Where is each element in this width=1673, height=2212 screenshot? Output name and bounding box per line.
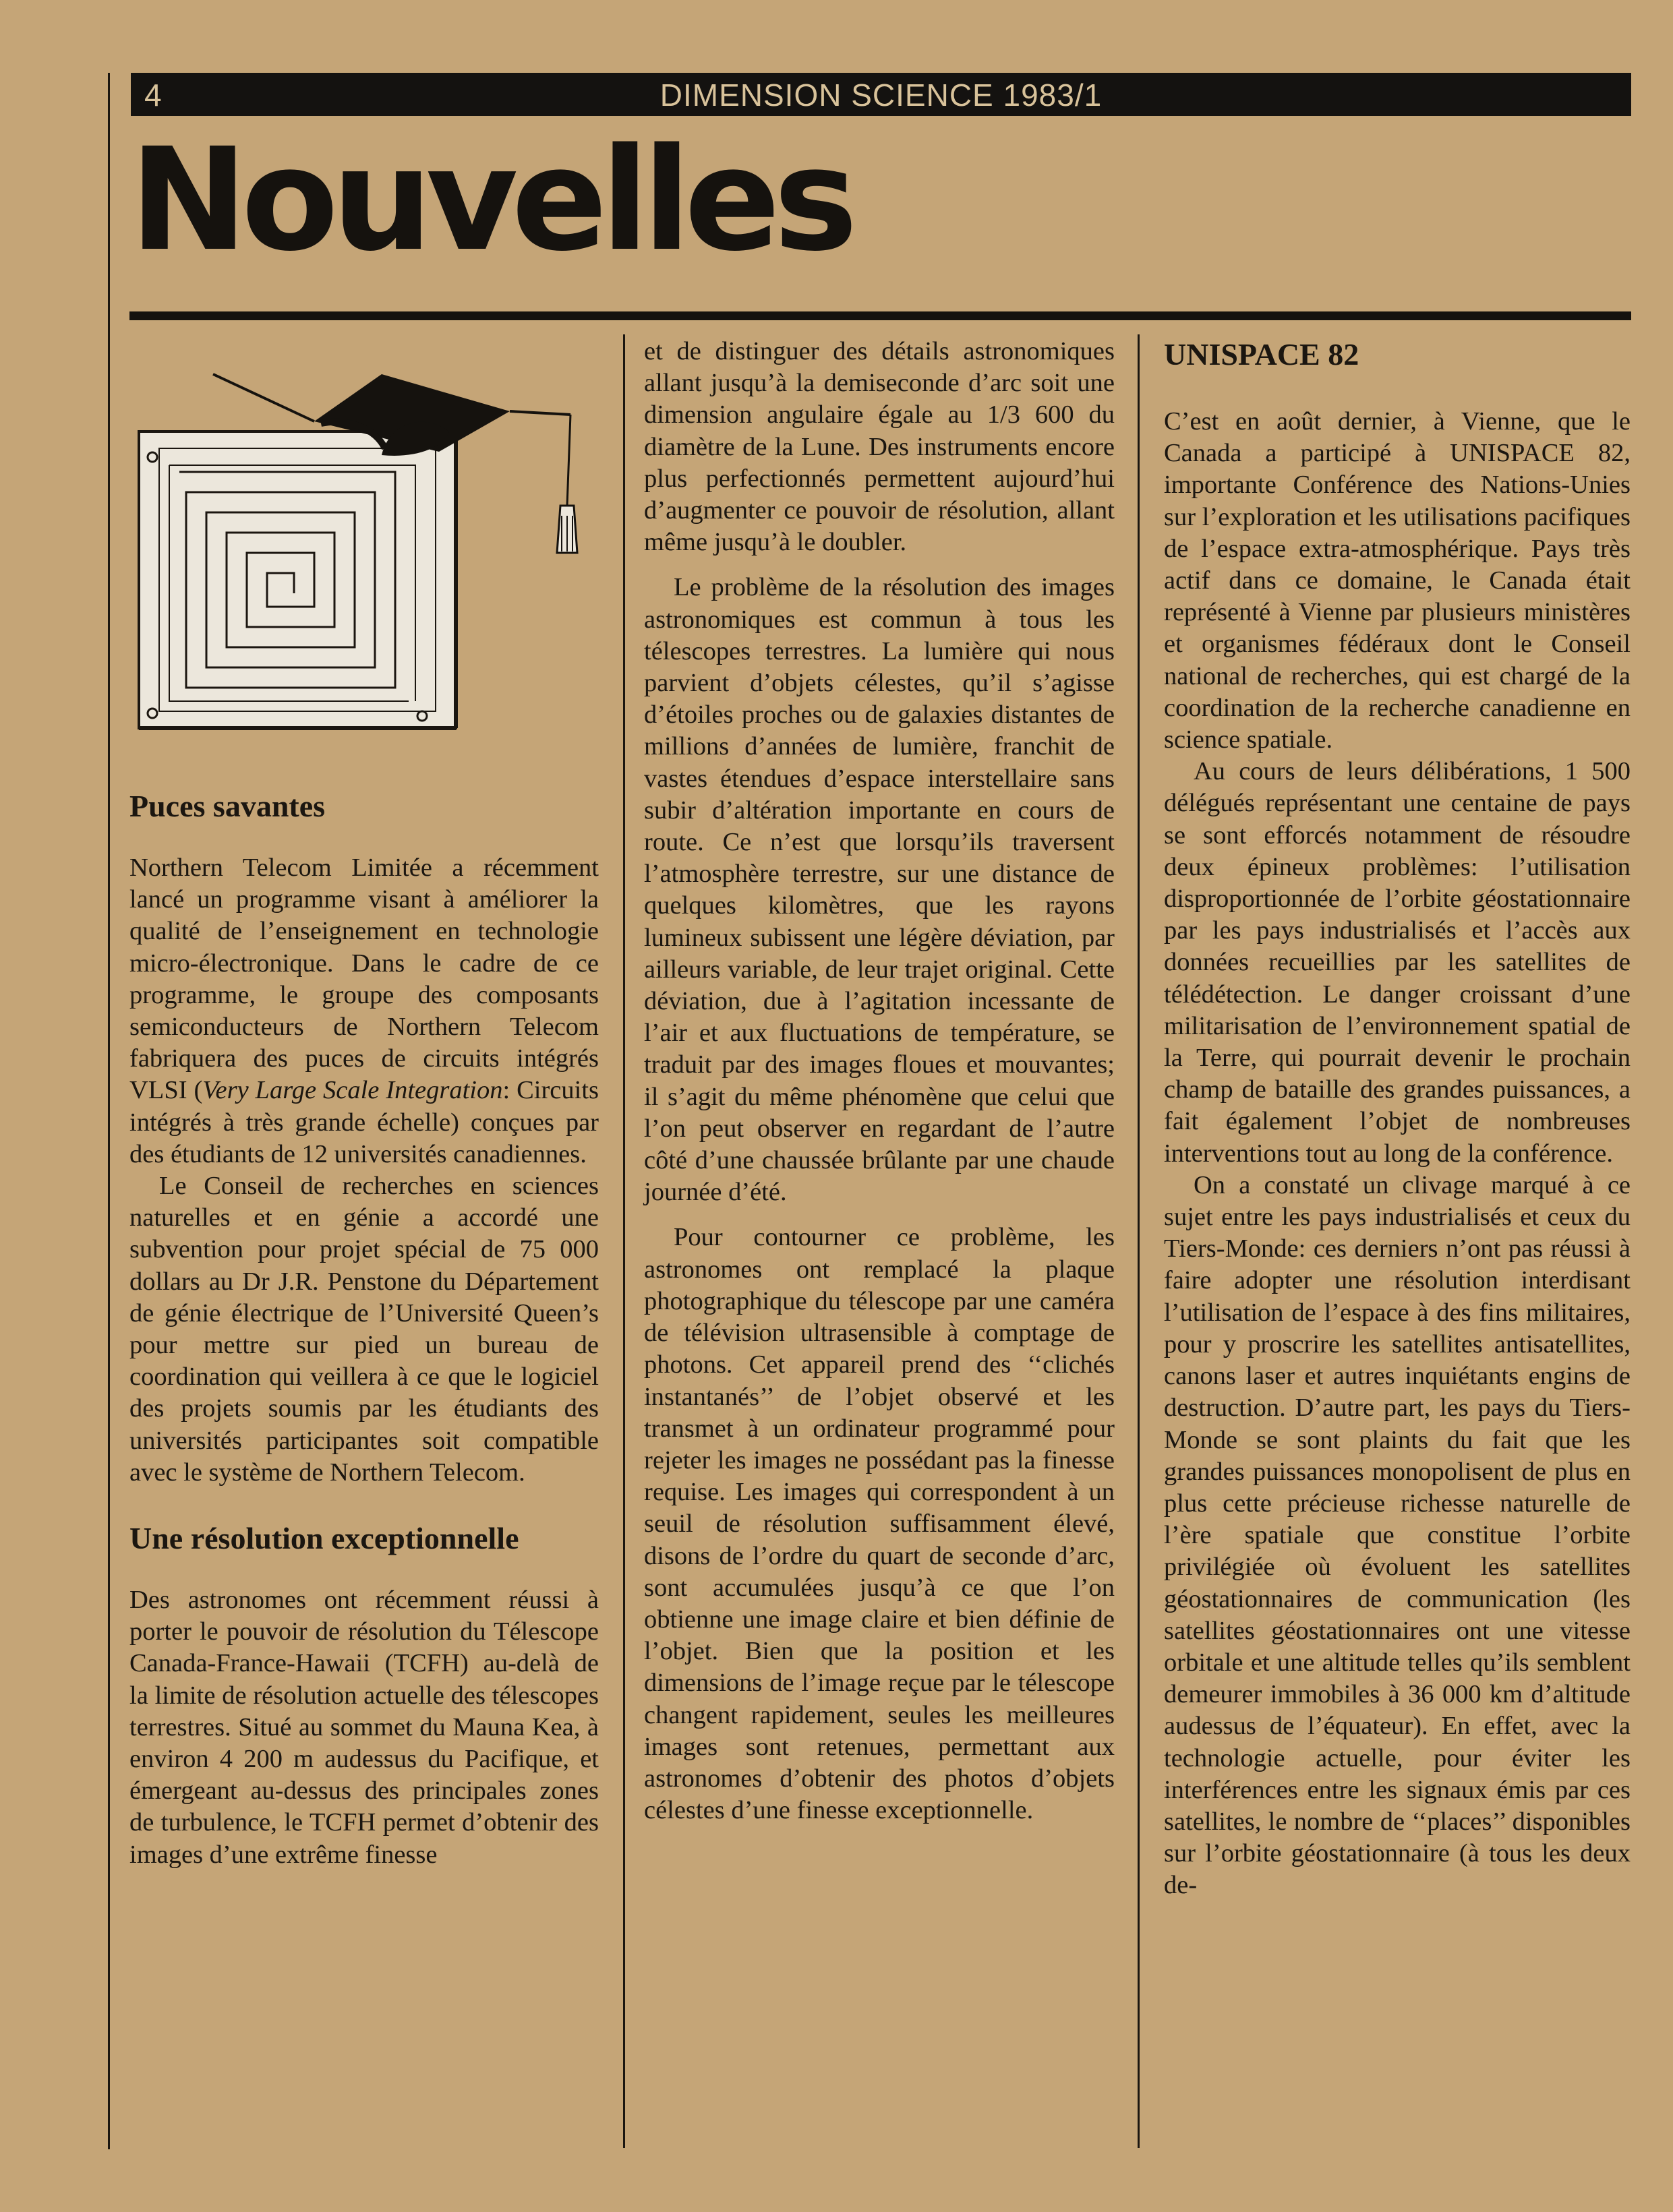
resolution-paragraph-1: Des astronomes ont récemment réussi à porter le pouvoir de résolution du Télescope Canada-France-Hawaii (TCFH) au-delà de la limite de résolution actuelle des télescopes terrestres. Situé au sommet du Mauna Kea, à environ 4 200 m audessus du Pacifique, et émergeant au-dessus des principales zones de turbulence, le TCFH permet d’obtenir des images d’une extrême finesse	[129, 1586, 599, 1869]
puces-p1-text: Northern Telecom Limitée a récemment lancé un programme visant à améliorer la qualité de l’enseignement en technologie micro-électronique. Dans le cadre de ce programme, le groupe des composants semiconducteurs de Northern Telecom fabriquera des puces de circuits intégrés VLSI (	[129, 854, 599, 1105]
page-number: 4	[144, 78, 162, 113]
column-rule-1	[623, 334, 625, 2148]
column-2	[644, 336, 1115, 1826]
heading-puces-savantes: Puces savantes	[129, 789, 326, 823]
header-bar	[131, 73, 1631, 116]
title-rule	[129, 311, 1631, 320]
section-title: Nouvelles	[129, 117, 852, 282]
col3-paragraph-1: C’est en août dernier, à Vienne, que le Canada a participé à UNISPACE 82, importante Conférence des Nations-Unies sur l’exploration et les utilisations pacifiques de l’espace extra-atmosphérique. Pays très actif dans ce domaine, le Canada était représenté à Vienne par plusieurs ministères et organismes fédéraux dont le Conseil national de recherches, qui est chargé de la coordination de la recherche canadienne en science spatiale.	[1164, 407, 1631, 754]
puces-paragraph-2: Le Conseil de recherches en sciences naturelles et en génie a accordé une subvention pour projet spécial de 75 000 dollars au Dr J.R. Penstone du Département de génie électrique de l’Université Queen’s pour mettre sur pied un bureau de coordination qui veillera à ce que le logiciel des projets soumis par les étudiants des universités participantes soit compatible avec le système de Northern Telecom.	[129, 1172, 599, 1487]
puces-paragraph-1	[129, 852, 599, 1170]
heading-resolution: Une résolution exceptionnelle	[129, 1521, 519, 1556]
col3-paragraph-2: Au cours de leurs délibérations, 1 500 délégués représentant une centaine de pays se sont efforcés notamment de résoudre deux épineux problèmes: l’utilisation disproportionnée de l’orbite géostationnaire par les pays industrialisés et l’accès aux données recueillies par les satellites de télédétection. Le danger croissant d’une militarisation de l’environnement spatial de la Terre, qui pourrait devenir le prochain champ de bataille des grandes puissances, a fait également l’objet de nombreuses interventions tout au long de la conférence.	[1164, 757, 1631, 1168]
col2-paragraph-2: Le problème de la résolution des images astronomiques est commun à tous les télescopes terrestres. La lumière qui nous parvient d’objets célestes, qu’il s’agisse d’étoiles proches ou de galaxies distantes de millions d’années de lumière, franchit de vastes étendues d’espace interstellaire sans subir d’altération importante en cours de route. Ce n’est que lorsqu’ils traversent l’atmosphère terrestre, sur une distance de quelques kilomètres, que les rayons lumineux subissent une légère déviation, par ailleurs variable, de leur trajet original. Cette déviation, due à l’agitation incessante de l’air et aux fluctuations de température, se traduit par des images floues et mouvantes; il s’agit du même phénomène que celui que l’on peut observer en regardant de l’autre côté d’une chaussée brûlante par une chaude journée d’été.	[644, 573, 1115, 1207]
puces-p1-italic: Very Large Scale Integration	[202, 1076, 503, 1105]
microchip-maze-icon	[132, 337, 618, 755]
column-3	[1164, 336, 1631, 1902]
column-rule-2	[1138, 334, 1140, 2148]
left-page-rule	[108, 73, 110, 2149]
col3-paragraph-3: On a constaté un clivage marqué à ce sujet entre les pays industrialisés et ceux du Tiers-Monde: ces derniers n’ont pas réussi à faire adopter une résolution interdisant l’utilisation de l’espace à des fins militaires, pour y proscrire les satellites antisatellites, canons laser et autres inquiétants engins de destruction. D’autre part, les pays du Tiers-Monde se sont plaints du fait que les grandes puissances monopolisent de plus en plus cette précieuse richesse naturelle de l’ère spatiale que constitue l’orbite privilégiée où évoluent les satellites géostationnaires de communication (les satellites géostationnaires ont une vitesse orbitale et une altitude telles qu’ils semblent demeurer immobiles à 36 000 km d’altitude audessus de l’équateur). En effet, avec la technologie actuelle, pour éviter les interférences entre les signaux émis par ces satellites, le nombre de ‘‘places’’ disponibles sur l’orbite géostationnaire (à tous les deux de-	[1164, 1170, 1631, 1900]
puces-p1-end: : Circuits intégrés à très grande échelle) conçues par des étudiants de 12 universités canadiennes.	[129, 1076, 599, 1168]
publication-title: DIMENSION SCIENCE 1983/1	[659, 78, 1103, 113]
heading-unispace: UNISPACE 82	[1164, 337, 1359, 371]
col2-paragraph-1: et de distinguer des détails astronomiques allant jusqu’à la demiseconde d’arc soit une dimension angulaire égale au 1/3 600 du diamètre de la Lune. Des instruments encore plus perfectionnés permettent aujourd’hui d’augmenter ce pouvoir de résolution, allant même jusqu’à le doubler.	[644, 337, 1115, 557]
col2-paragraph-3: Pour contourner ce problème, les astronomes ont remplacé la plaque photographique du télescope par une caméra de télévision ultrasensible à comptage de photons. Cet appareil prend des ‘‘clichés instantanés’’ de l’objet observé et les transmet à un ordinateur programmé pour rejeter les images ne possédant pas la finesse requise. Les images qui correspondent à un seuil de résolution suffisamment élevé, disons de l’ordre du quart de seconde d’arc, sont accumulées jusqu’à ce que l’on obtienne une image claire et bien définie de l’objet. Bien que la position et les dimensions de l’image reçue par le télescope changent rapidement, seules les meilleures images sont retenues, permettant aux astronomes d’obtenir des photos d’objets célestes d’une finesse exceptionnelle.	[644, 1223, 1115, 1825]
column-1	[129, 787, 599, 1871]
